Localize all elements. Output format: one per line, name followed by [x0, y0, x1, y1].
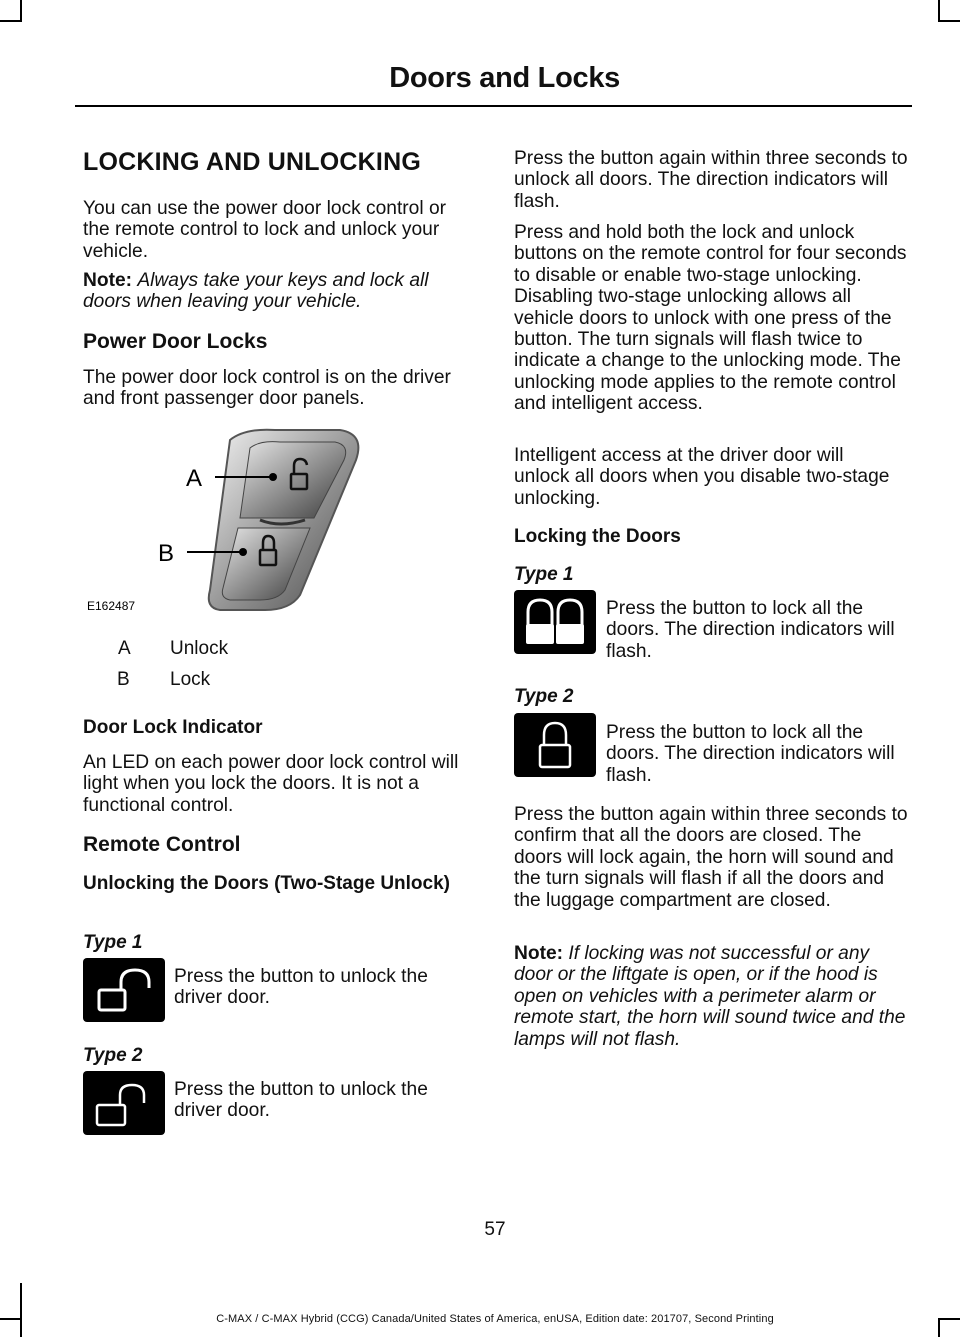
right-paragraph-3: Intelligent access at the driver door will unlock all doors when you disable two-stage unlocking.	[514, 445, 890, 509]
legend-letter-a: A	[118, 638, 131, 659]
crop-mark	[0, 20, 22, 22]
legend-letter-b: B	[117, 669, 130, 690]
locking-doors-heading: Locking the Doors	[514, 526, 681, 547]
unlock-type1-text: Press the button to unlock the driver door.	[174, 966, 428, 1009]
section-title: LOCKING AND UNLOCKING	[83, 148, 421, 176]
legend-text-lock: Lock	[170, 669, 211, 690]
unlock-type2-text: Press the button to unlock the driver door.	[174, 1079, 428, 1122]
power-door-locks-heading: Power Door Locks	[83, 330, 268, 353]
note-text: If locking was not successful or any door or the liftgate is open, or if the hood is open on vehicles with a perimeter alarm or remote start, the horn will sound twice and the lamps will not flash.	[514, 943, 906, 1050]
right-paragraph-1: Press the button again within three seconds to unlock all doors. The direction indicators will flash.	[514, 148, 908, 212]
unlocking-doors-heading: Unlocking the Doors (Two-Stage Unlock)	[83, 873, 450, 894]
note-paragraph-2	[514, 943, 910, 1050]
remote-control-heading: Remote Control	[83, 833, 241, 856]
lock-type1-icon	[514, 590, 596, 654]
note-label: Note:	[514, 943, 564, 964]
figure-label-b: B	[158, 540, 175, 567]
intro-paragraph: You can use the power door lock control or the remote control to lock and unlock your vehicle.	[83, 198, 447, 262]
note-paragraph	[83, 270, 475, 313]
power-door-locks-text: The power door lock control is on the driver and front passenger door panels.	[83, 367, 451, 410]
callout-dot-b	[239, 548, 247, 556]
note-label: Note:	[83, 270, 133, 291]
lock-type1-text: Press the button to lock all the doors. The direction indicators will flash.	[606, 598, 895, 662]
type2-label-right: Type 2	[514, 686, 574, 707]
page-header-title: Doors and Locks	[389, 62, 620, 94]
crop-mark	[938, 0, 940, 22]
right-paragraph-2: Press and hold both the lock and unlock buttons on the remote control for four seconds to disable or enable two-stage unlocking. Disabling two-stage unlocking allows all vehicle doors to unlock with one press of the button. The turn signals will flash twice to indicate a change to the unlocking mode. The unlocking mode applies to the remote control and intelligent access.	[514, 222, 907, 415]
legend-text-unlock: Unlock	[170, 638, 229, 659]
door-lock-switch-figure	[80, 420, 380, 620]
type1-label-left: Type 1	[83, 932, 143, 953]
unlock-type1-icon	[83, 958, 165, 1022]
callout-dot-a	[269, 473, 277, 481]
type2-label-left: Type 2	[83, 1045, 143, 1066]
door-lock-indicator-text: An LED on each power door lock control will light when you lock the doors. It is not a functional control.	[83, 752, 459, 816]
note-text: Always take your keys and lock all doors when leaving your vehicle.	[83, 270, 429, 313]
header-rule	[75, 105, 912, 107]
door-lock-indicator-heading: Door Lock Indicator	[83, 717, 263, 738]
figure-label-a: A	[186, 465, 203, 492]
lock-type2-icon	[514, 713, 596, 777]
crop-mark	[938, 20, 960, 22]
edition-footer: C-MAX / C-MAX Hybrid (CCG) Canada/United States of America, enUSA, Edition date: 201707, Second Printing	[216, 1313, 774, 1325]
page-number: 57	[484, 1219, 506, 1240]
type1-label-right: Type 1	[514, 564, 574, 585]
right-paragraph-4: Press the button again within three seconds to confirm that all the doors are closed. The doors will lock again, the horn will sound and the turn signals will flash if all the doors and the luggage compartment are closed.	[514, 804, 908, 911]
crop-mark	[20, 1283, 22, 1337]
figure-id: E162487	[87, 599, 136, 613]
unlock-type2-icon	[83, 1071, 165, 1135]
crop-mark	[20, 0, 22, 22]
lock-type2-text: Press the button to lock all the doors. The direction indicators will flash.	[606, 722, 895, 786]
